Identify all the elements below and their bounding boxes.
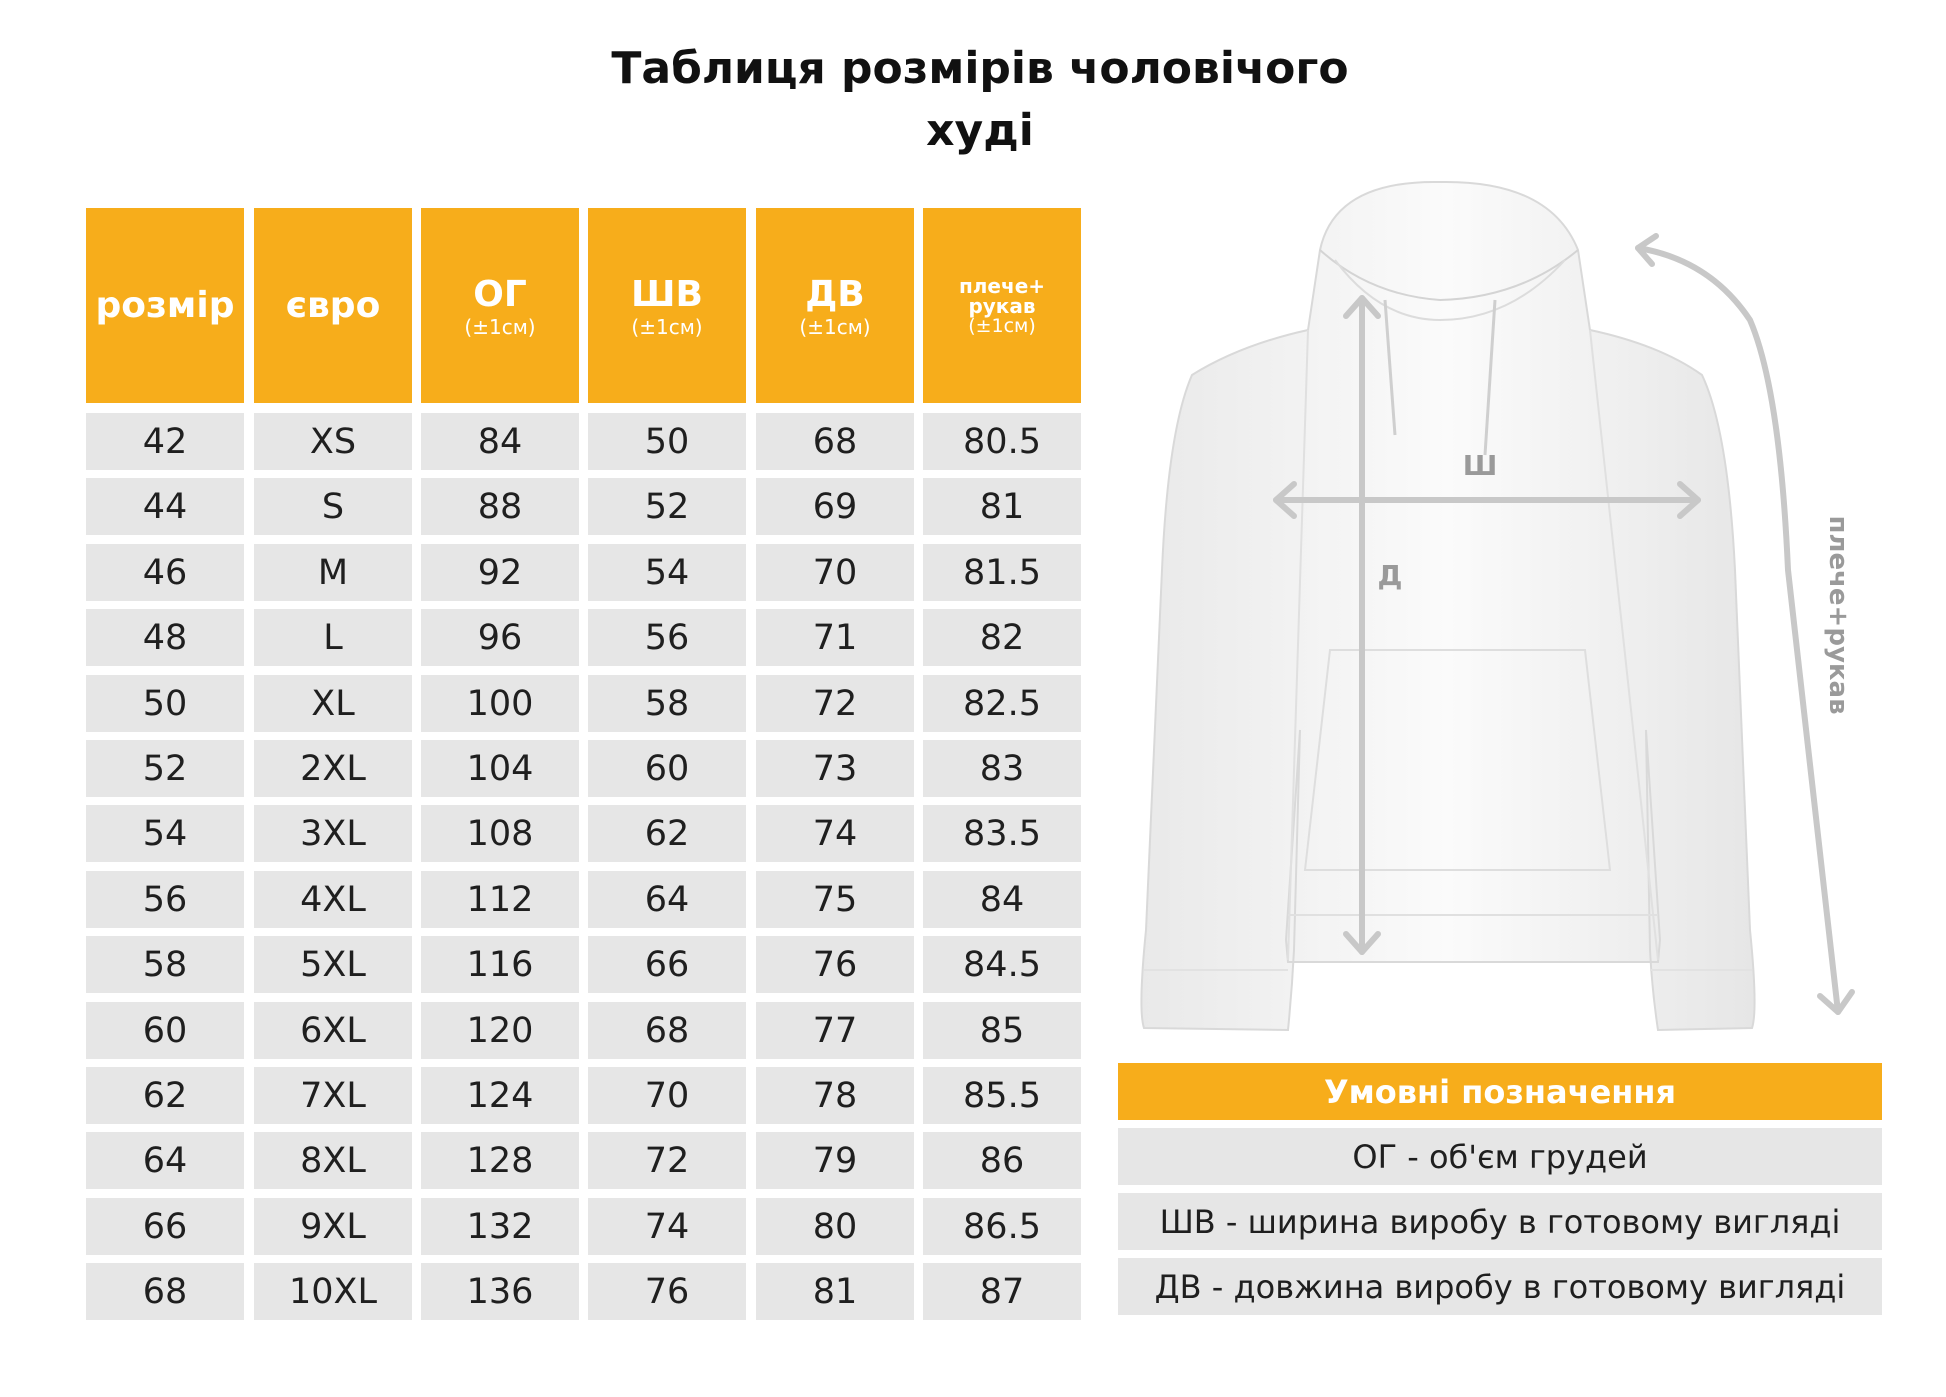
cell-width: 62 <box>588 805 746 862</box>
cell-size: 62 <box>86 1067 244 1124</box>
cell-euro: 9XL <box>254 1198 412 1255</box>
header-euro-label: євро <box>285 284 381 326</box>
cell-length: 68 <box>756 413 914 470</box>
cell-euro: S <box>254 478 412 535</box>
cell-euro: M <box>254 544 412 601</box>
cell-shoulder-sleeve: 85 <box>923 1002 1081 1059</box>
cell-shoulder-sleeve: 84 <box>923 871 1081 928</box>
cell-size: 42 <box>86 413 244 470</box>
cell-shoulder-sleeve: 85.5 <box>923 1067 1081 1124</box>
cell-shoulder-sleeve: 81.5 <box>923 544 1081 601</box>
cell-length: 76 <box>756 936 914 993</box>
cell-length: 75 <box>756 871 914 928</box>
legend-item-length: ДВ - довжина виробу в готовому вигляді <box>1118 1258 1882 1315</box>
cell-width: 66 <box>588 936 746 993</box>
cell-width: 60 <box>588 740 746 797</box>
cell-length: 77 <box>756 1002 914 1059</box>
cell-length: 70 <box>756 544 914 601</box>
cell-size: 48 <box>86 609 244 666</box>
legend-title: Умовні позначення <box>1118 1063 1882 1120</box>
cell-shoulder-sleeve: 84.5 <box>923 936 1081 993</box>
cell-size: 56 <box>86 871 244 928</box>
shoulder-sleeve-label: плече+рукав <box>1823 515 1853 715</box>
cell-shoulder-sleeve: 87 <box>923 1263 1081 1320</box>
cell-euro: XL <box>254 675 412 732</box>
cell-size: 50 <box>86 675 244 732</box>
cell-euro: 5XL <box>254 936 412 993</box>
cell-length: 80 <box>756 1198 914 1255</box>
cell-width: 68 <box>588 1002 746 1059</box>
cell-width: 64 <box>588 871 746 928</box>
cell-width: 72 <box>588 1132 746 1189</box>
cell-euro: 3XL <box>254 805 412 862</box>
header-width <box>588 208 746 403</box>
cell-size: 64 <box>86 1132 244 1189</box>
cell-chest: 132 <box>421 1198 579 1255</box>
cell-chest: 96 <box>421 609 579 666</box>
cell-shoulder-sleeve: 83.5 <box>923 805 1081 862</box>
header-euro <box>254 208 412 403</box>
header-length-tolerance: (±1см) <box>799 314 871 339</box>
cell-shoulder-sleeve: 82.5 <box>923 675 1081 732</box>
cell-chest: 84 <box>421 413 579 470</box>
cell-chest: 120 <box>421 1002 579 1059</box>
cell-size: 58 <box>86 936 244 993</box>
cell-size: 44 <box>86 478 244 535</box>
header-length <box>756 208 914 403</box>
header-size <box>86 208 244 403</box>
cell-width: 50 <box>588 413 746 470</box>
cell-euro: 6XL <box>254 1002 412 1059</box>
header-length-label: ДВ <box>805 273 865 315</box>
cell-chest: 108 <box>421 805 579 862</box>
cell-euro: XS <box>254 413 412 470</box>
cell-width: 54 <box>588 544 746 601</box>
cell-chest: 88 <box>421 478 579 535</box>
cell-chest: 92 <box>421 544 579 601</box>
cell-width: 52 <box>588 478 746 535</box>
cell-size: 54 <box>86 805 244 862</box>
cell-euro: 4XL <box>254 871 412 928</box>
cell-shoulder-sleeve: 86.5 <box>923 1198 1081 1255</box>
hoodie-shape <box>1141 182 1754 1030</box>
header-size-label: розмір <box>95 284 235 326</box>
page-title <box>450 38 1510 162</box>
cell-euro: 8XL <box>254 1132 412 1189</box>
cell-chest: 128 <box>421 1132 579 1189</box>
title-line-1: Таблиця розмірів чоловічого <box>611 43 1349 94</box>
cell-width: 76 <box>588 1263 746 1320</box>
cell-size: 52 <box>86 740 244 797</box>
hoodie-diagram <box>1130 170 1890 1050</box>
cell-chest: 112 <box>421 871 579 928</box>
header-width-label: ШВ <box>631 273 703 315</box>
cell-width: 74 <box>588 1198 746 1255</box>
cell-chest: 136 <box>421 1263 579 1320</box>
cell-size: 66 <box>86 1198 244 1255</box>
cell-chest: 104 <box>421 740 579 797</box>
cell-shoulder-sleeve: 81 <box>923 478 1081 535</box>
width-label: Ш <box>1462 449 1498 482</box>
header-sleeve-label: рукав <box>968 293 1036 318</box>
cell-chest: 124 <box>421 1067 579 1124</box>
cell-length: 79 <box>756 1132 914 1189</box>
cell-chest: 100 <box>421 675 579 732</box>
title-line-2: худі <box>926 105 1034 156</box>
header-chest-tolerance: (±1см) <box>464 314 536 339</box>
cell-length: 81 <box>756 1263 914 1320</box>
cell-length: 72 <box>756 675 914 732</box>
cell-width: 58 <box>588 675 746 732</box>
cell-length: 73 <box>756 740 914 797</box>
cell-shoulder-sleeve: 86 <box>923 1132 1081 1189</box>
cell-width: 70 <box>588 1067 746 1124</box>
cell-length: 74 <box>756 805 914 862</box>
header-shoulder-sleeve <box>923 208 1081 403</box>
cell-shoulder-sleeve: 80.5 <box>923 413 1081 470</box>
cell-shoulder-sleeve: 82 <box>923 609 1081 666</box>
cell-euro: 7XL <box>254 1067 412 1124</box>
cell-width: 56 <box>588 609 746 666</box>
cell-euro: 2XL <box>254 740 412 797</box>
cell-euro: 10XL <box>254 1263 412 1320</box>
cell-length: 71 <box>756 609 914 666</box>
header-chest-label: ОГ <box>473 273 527 315</box>
legend-item-width: ШВ - ширина виробу в готовому вигляді <box>1118 1193 1882 1250</box>
legend-item-chest: ОГ - об'єм грудей <box>1118 1128 1882 1185</box>
cell-length: 78 <box>756 1067 914 1124</box>
cell-shoulder-sleeve: 83 <box>923 740 1081 797</box>
cell-size: 60 <box>86 1002 244 1059</box>
cell-size: 68 <box>86 1263 244 1320</box>
cell-size: 46 <box>86 544 244 601</box>
cell-euro: L <box>254 609 412 666</box>
header-chest <box>421 208 579 403</box>
length-label: Д <box>1377 559 1403 592</box>
header-width-tolerance: (±1см) <box>631 314 703 339</box>
cell-chest: 116 <box>421 936 579 993</box>
header-shoulder-label: плече+ <box>958 273 1046 298</box>
cell-length: 69 <box>756 478 914 535</box>
header-shoulder-sleeve-tolerance: (±1см) <box>968 314 1036 337</box>
